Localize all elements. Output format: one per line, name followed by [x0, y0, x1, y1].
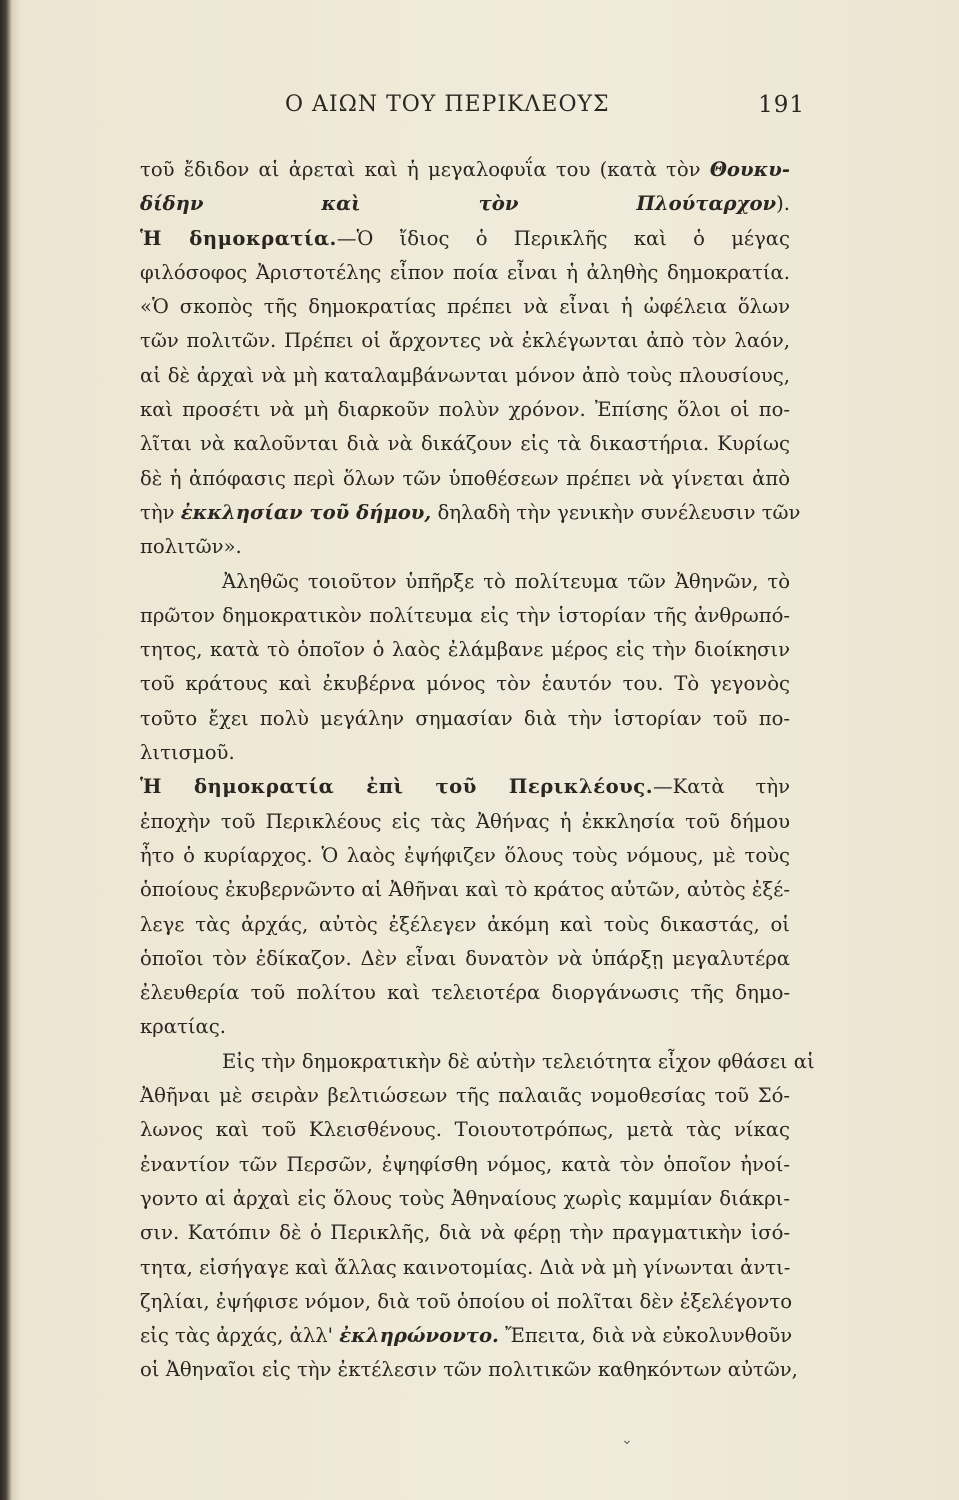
text-line: [140, 290, 790, 324]
text-line: [140, 1285, 793, 1319]
text-run: πρῶτον δημοκρατικὸν πολίτευμα εἰς τὴν ἱστορίαν τῆς ἀνθρωπό-: [140, 603, 790, 627]
text-line: [140, 462, 790, 496]
text-run: λεγε τὰς ἀρχάς, αὐτὸς ἐξέλεγεν ἀκόμη καὶ τοὺς δικαστάς, οἱ: [140, 912, 790, 936]
text-line: [140, 1353, 798, 1387]
text-line: [140, 187, 790, 221]
text-run: τῶν πολιτῶν. Πρέπει οἱ ἄρχοντες νὰ ἐκλέγωνται ἀπὸ τὸν λαόν,: [140, 329, 790, 353]
text-line: [140, 1319, 793, 1353]
text-line: [140, 667, 790, 701]
text-line: [140, 770, 790, 804]
text-line: [140, 599, 790, 633]
text-line: [140, 1251, 790, 1285]
text-run: ἐποχὴν τοῦ Περικλέους εἰς τὰς Ἀθήνας ἡ ἐκκλησία τοῦ δήμου: [140, 809, 790, 833]
text-run: ὁποῖοι τὸν ἐδίκαζον. Δὲν εἶναι δυνατὸν νὰ ὑπάρξῃ μεγαλυτέρα: [140, 946, 790, 970]
text-run: λωνος καὶ τοῦ Κλεισθένους. Τοιουτοτρόπως, μετὰ τὰς νίκας: [140, 1118, 790, 1142]
text-run: τοῦ κράτους καὶ ἐκυβέρνα μόνος τὸν ἑαυτόν του. Τὸ γεγονὸς: [140, 672, 790, 696]
text-run: ἦτο ὁ κυρίαρχος. Ὁ λαὸς ἐψήφιζεν ὅλους τοὺς νόμους, μὲ τοὺς: [140, 843, 790, 867]
margin-mark: ⌄: [621, 1432, 633, 1448]
running-header: [285, 92, 805, 117]
section-heading: Ἡ δημοκρατία.: [140, 226, 337, 250]
text-run: Ἀληθῶς τοιοῦτον ὑπῆρξε τὸ πολίτευμα τῶν Ἀθηνῶν, τὸ: [222, 569, 790, 593]
text-run: πολιτῶν».: [140, 535, 242, 559]
text-line: [140, 530, 790, 564]
text-run: δὲ ἡ ἀπόφασις περὶ ὅλων τῶν ὑποθέσεων πρέπει νὰ γίνεται ἀπὸ: [140, 466, 790, 490]
text-run: —Κατὰ τὴν: [653, 775, 790, 799]
text-run: ).: [776, 192, 790, 216]
text-run: ἐλευθερία τοῦ πολίτου καὶ τελειοτέρα διοργάνωσις τῆς δημο-: [140, 981, 790, 1005]
text-line: [140, 1216, 790, 1250]
text-run: τητα, εἰσήγαγε καὶ ἄλλας καινοτομίας. Διὰ νὰ μὴ γίνωνται ἀντι-: [140, 1255, 791, 1279]
text-run: εἰς τὰς ἀρχάς, ἀλλ': [140, 1324, 340, 1348]
text-run: λῖται νὰ καλοῦνται διὰ νὰ δικάζουν εἰς τὰ δικαστήρια. Κυρίως: [140, 432, 790, 456]
section-heading: Ἡ δημοκρατία ἐπὶ τοῦ Περικλέους.: [140, 775, 654, 799]
text-run: λιτισμοῦ.: [140, 741, 235, 765]
text-line: [140, 1079, 790, 1113]
text-run: καὶ προσέτι νὰ μὴ διαρκοῦν πολὺν χρόνον. Ἐπίσης ὅλοι οἱ πο-: [140, 398, 790, 422]
text-line: [140, 942, 790, 976]
text-line: [140, 1182, 790, 1216]
text-line: [140, 359, 790, 393]
text-run: ἐναντίον τῶν Περσῶν, ἐψηφίσθη νόμος, κατὰ τὸν ὁποῖον ἠνοί-: [140, 1152, 790, 1176]
text-run: τοῦτο ἔχει πολὺ μεγάλην σημασίαν διὰ τὴν ἱστορίαν τοῦ πο-: [140, 706, 790, 730]
emphasis-text: δίδην καὶ τὸν Πλούταρχον: [140, 192, 777, 216]
emphasis-text: ἐκληρώνοντο.: [339, 1324, 499, 1348]
text-line: [140, 324, 790, 358]
body-text: [140, 153, 815, 1388]
text-run: Ἀθῆναι μὲ σειρὰν βελτιώσεων τῆς παλαιᾶς νομοθεσίας τοῦ Σό-: [140, 1084, 790, 1108]
text-line: [140, 427, 790, 461]
text-run: τὴν: [140, 500, 181, 524]
text-run: οἱ Ἀθηναῖοι εἰς τὴν ἐκτέλεσιν τῶν πολιτικῶν καθηκόντων αὐτῶν,: [140, 1358, 798, 1382]
text-line: [140, 633, 790, 667]
text-run: τητος, κατὰ τὸ ὁποῖον ὁ λαὸς ἐλάμβανε μέρος εἰς τὴν διοίκησιν: [140, 638, 790, 662]
text-run: Ἔπειτα, διὰ νὰ εὐκολυνθοῦν: [498, 1324, 793, 1348]
text-run: «Ὁ σκοπὸς τῆς δημοκρατίας πρέπει νὰ εἶναι ἡ ὠφέλεια ὅλων: [140, 295, 790, 319]
text-line: [140, 153, 790, 187]
text-run: γοντο αἱ ἀρχαὶ εἰς ὅλους τοὺς Ἀθηναίους χωρὶς καμμίαν διάκρι-: [140, 1186, 790, 1210]
text-line: [140, 222, 790, 256]
text-run: ὁποίους ἐκυβερνῶντο αἱ Ἀθῆναι καὶ τὸ κράτος αὐτῶν, αὐτὸς ἐξέ-: [140, 878, 790, 902]
text-run: τοῦ ἔδιδον αἱ ἀρεταὶ καὶ ἡ μεγαλοφυΐα του (κατὰ τὸν: [140, 158, 710, 181]
running-title: Ο ΑΙΩΝ ΤΟΥ ΠΕΡΙΚΛΕΟΥΣ: [285, 92, 610, 117]
text-run: σιν. Κατόπιν δὲ ὁ Περικλῆς, διὰ νὰ φέρῃ τὴν πραγματικὴν ἰσό-: [140, 1221, 790, 1245]
text-line: [140, 496, 801, 530]
text-line: [140, 1148, 790, 1182]
text-run: δηλαδὴ τὴν γενικὴν συνέλευσιν τῶν: [431, 500, 801, 524]
page-number: 191: [758, 92, 805, 118]
text-line: [140, 839, 790, 873]
text-line: [140, 873, 790, 907]
text-line: [140, 1010, 790, 1044]
text-run: αἱ δὲ ἀρχαὶ νὰ μὴ καταλαμβάνωνται μόνον ἀπὸ τοὺς πλουσίους,: [140, 363, 790, 387]
text-run: ζηλίαι, ἐψήφισε νόμον, διὰ τοῦ ὁποίου οἱ πολῖται δὲν ἐξελέγοντο: [140, 1289, 793, 1313]
text-run: φιλόσοφος Ἀριστοτέλης εἶπον ποία εἶναι ἡ ἀληθὴς δημοκρατία.: [140, 260, 790, 284]
text-line: [140, 1045, 815, 1079]
text-line: [140, 256, 790, 290]
text-run: Εἰς τὴν δημοκρατικὴν δὲ αὐτὴν τελειότητα εἶχον φθάσει αἱ: [222, 1049, 815, 1073]
text-line: [140, 976, 790, 1010]
text-run: —Ὁ ἴδιος ὁ Περικλῆς καὶ ὁ μέγας: [336, 226, 790, 250]
text-line: [140, 393, 790, 427]
text-line: [140, 805, 790, 839]
text-line: [140, 565, 790, 599]
emphasis-text: ἐκκλησίαν τοῦ δήμου,: [180, 500, 432, 524]
emphasis-text: Θουκυ-: [709, 158, 790, 181]
text-run: κρατίας.: [140, 1015, 226, 1039]
text-line: [140, 736, 790, 770]
text-line: [140, 908, 790, 942]
text-line: [140, 1113, 790, 1147]
text-line: [140, 702, 790, 736]
